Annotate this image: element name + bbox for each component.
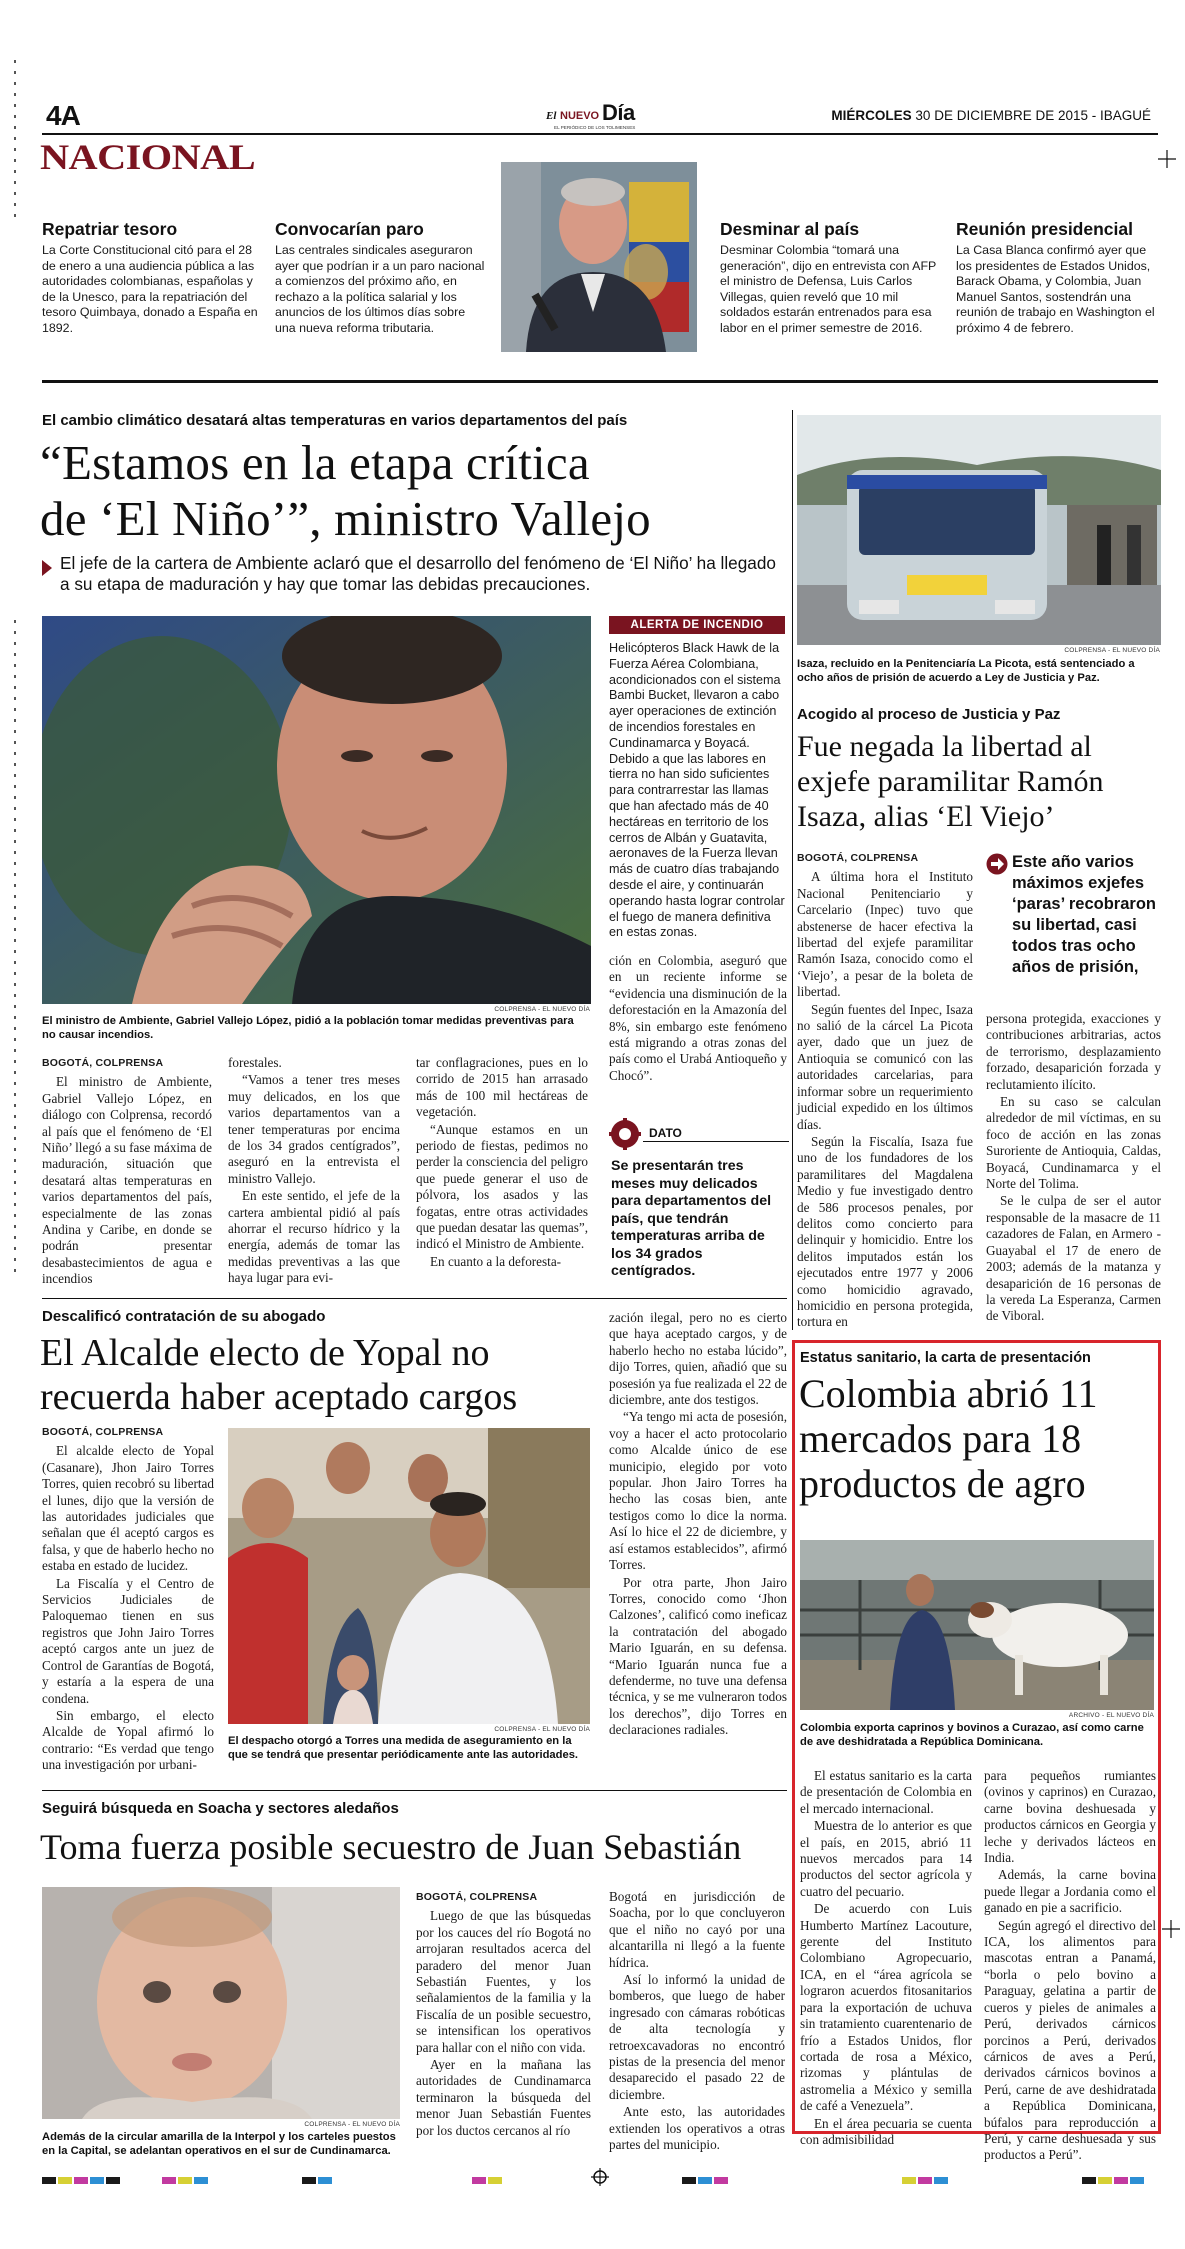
isaza-col-2 (986, 1011, 1161, 1326)
column-divider (792, 410, 793, 1330)
soacha-photo-credit: COLPRENSA - EL NUEVO DÍA (304, 2121, 400, 2128)
agro-p: para pequeños rumiantes (ovinos y caprinos) en Curazao, carne bovina deshuesada y productos cárnicos en Georgia y leche y derivados lácteos en India. (984, 1768, 1156, 1866)
brief-title: Repatriar tesoro (42, 219, 178, 239)
agro-p: El estatus sanitario es la carta de presentación de Colombia en el mercado internacional. (800, 1768, 972, 1816)
section-title: NACIONAL (40, 137, 256, 177)
registration-mark-icon (591, 2168, 609, 2186)
alert-label: ALERTA DE INCENDIO (609, 616, 785, 634)
yopal-col-1 (42, 1424, 214, 1775)
masthead-logo (546, 102, 676, 130)
yopal-bottom-rule (42, 1790, 787, 1791)
dato-label: DATO (649, 1126, 682, 1140)
nino-p: “Vamos a tener tres meses muy delicados, en los que varios departamentos van a tener temperaturas por encima de los 34 grados centígrados”, aseguró en la entrevista el ministro Vallejo. (228, 1072, 400, 1186)
dato-box (609, 1118, 789, 1294)
isaza-headline: Fue negada la libertad al exjefe paramilitar Ramón Isaza, alias ‘El Viejo’ (797, 730, 1104, 833)
brief-desminar (720, 219, 938, 337)
isaza-caption: Isaza, recluido en la Penitenciaría La Picota, está sentenciado a ocho años de prisión de acuerdo a Ley de Justicia y Paz. (797, 658, 1135, 684)
soacha-p: Ante esto, las autoridades extienden los operativos a otras partes del municipio. (609, 2104, 785, 2153)
dato-label-bar (643, 1124, 789, 1142)
header-rule (42, 133, 1158, 135)
soacha-headline: Toma fuerza posible secuestro de Juan Sebastián (40, 1827, 742, 1867)
brief-text: La Casa Blanca confirmó ayer que los presidentes de Estados Unidos, Barack Obama, y Colombia, Juan Manuel Santos, sostendrán una reunión de trabajo en Washington el próximo 4 de febrero. (956, 243, 1155, 335)
masthead-small: El (546, 110, 557, 122)
isaza-pullquote: Este año varios máximos exjefes ‘paras’ recobraron su libertad, casi todos tras ocho años de prisión, (1012, 853, 1156, 976)
isaza-p: Según fuentes del Inpec, Isaza no salió de la cárcel La Picota ayer, dado que un juez de Antioquia se comunicó con las autoridades carcelarias, para informar sobre un requerimiento judicial expedido en los últimos días. (797, 1001, 973, 1132)
registration-mark-icon (1162, 1920, 1180, 1938)
soacha-p: Ayer en la mañana las autoridades de Cundinamarca terminaron la búsqueda del menor Juan Sebastián Fuentes por los ductos cercanos al río (416, 2057, 591, 2138)
nino-headline-2: de ‘El Niño’”, ministro Vallejo (40, 491, 651, 546)
nino-headline-1: “Estamos en la etapa crítica (40, 435, 590, 490)
brief-title: Desminar al país (720, 219, 860, 239)
isaza-p: Según la Fiscalía, Isaza fue uno de los fundadores de los paramilitares del Magdalena Medio y fue investigado dentro de 586 procesos penales, por delitos como concierto para delinquir y homicidio. Entre los delitos imputados están los ejecutados entre 1977 y 2006 como homicidio agravado, homicidio en persona protegida, tortura en (797, 1133, 973, 1330)
dato-text: Se presentarán tres meses muy delicados para departamentos del país, que tendrán temperaturas arriba de los 34 grados centígrados. (611, 1158, 772, 1279)
nino-p: forestales. (228, 1055, 282, 1070)
agro-col-1 (800, 1768, 972, 2149)
isaza-photo-credit: COLPRENSA - EL NUEVO DÍA (1064, 647, 1160, 654)
brief-repatriar (42, 219, 262, 337)
nino-col-3 (416, 1055, 588, 1271)
bus-photo (797, 415, 1161, 645)
yopal-caption: El despacho otorgó a Torres una medida de aseguramiento en la que se tendrá que presentar periódicamente ante las autoridades. (228, 1735, 579, 1761)
yopal-p: La Fiscalía y el Centro de Servicios Judiciales de Paloquemao tienen en sus registros que John Jairo Torres aceptó cargos ante un juez de Control de Garantías de Bogotá, y estaría a la espera de una condena. (42, 1575, 214, 1706)
nino-photo-credit: COLPRENSA - EL NUEVO DÍA (494, 1006, 590, 1013)
alert-p2: Debido a que las labores en tierra no han sido suficientes para contrarrestar las llamas que han afectado más de 40 hectáreas en territorio de los cerros de Albán y Guatavita, aeronaves de la Fuerza llevan más de cuatro días trabajando desde el aire, y continuarán operando hasta lograr controlar el fuego de manera definitiva en estas zonas. (609, 751, 785, 940)
nino-deck: El jefe de la cartera de Ambiente aclaró que el desarrollo del fenómeno de ‘El Niño’ ha llegado a su etapa de maduración y hay que tomar las debidas precauciones. (60, 553, 776, 594)
nino-p: El ministro de Ambiente, Gabriel Vallejo López, en diálogo con Colprensa, recordó al país que el fenómeno de ‘El Niño’ llegó a su fase máxima de maduración, situación que desatará altas temperaturas en varios departamentos del país, especialmente de las zonas Andina y Caribe, en donde se podrán presentar desabastecimientos de agua e incendios (42, 1074, 212, 1287)
brief-title: Reunión presidencial (956, 219, 1133, 239)
nino-caption: El ministro de Ambiente, Gabriel Vallejo López, pidió a la población tomar medidas preventivas para no causar incendios. (42, 1015, 574, 1041)
soacha-p: Luego de que las búsquedas por los cauces del río Bogotá no arrojaran resultados acerca del paradero del menor Juan Sebastián Fuentes, y los señalamientos de la familia y la Fiscalía de un posible secuestro, se intensifican los operativos para hallar con el niño con vida. (416, 1908, 591, 2055)
yopal-byline: BOGOTÁ, COLPRENSA (42, 1426, 164, 1438)
agro-kicker: Estatus sanitario, la carta de presentación (800, 1350, 1091, 1366)
alert-text (609, 641, 787, 941)
nino-col-2 (228, 1055, 400, 1288)
soacha-byline: BOGOTÁ, COLPRENSA (416, 1891, 538, 1903)
date-weekday: MIÉRCOLES (831, 108, 912, 123)
nino-p: tar conflagraciones, pues en lo corrido de 2015 han arrasado más de 100 mil hectáreas de vegetación. (416, 1055, 588, 1120)
date-rest: 30 DE DICIEMBRE DE 2015 - IBAGUÉ (915, 108, 1151, 123)
nino-p: ción en Colombia, aseguró que en un reciente informe se “evidencia una disminución de la deforestación en la Amazonía del 8%, sin embargo este fenómeno está migrando a otras zonas del país como el Urabá Antioqueño y Chocó”. (609, 953, 787, 1083)
dato-gear-icon (609, 1118, 641, 1150)
nino-byline: BOGOTÁ, COLPRENSA (42, 1057, 164, 1069)
masthead-brand: NUEVO (560, 110, 600, 122)
agro-col-2 (984, 1768, 1156, 2165)
page-number: 4A (46, 100, 80, 131)
yopal-p: Sin embargo, el electo Alcalde de Yopal afirmó lo contrario: “Es verdad que tengo una investigación por urbani- (42, 1707, 214, 1773)
binding-marks (8, 60, 22, 1280)
brief-text: Las centrales sindicales aseguraron ayer que podrían ir a un paro nacional a comienzos del próximo año, en rechazo a la política salarial y los anuncios de los últimos días sobre una nueva reforma tributaria. (275, 243, 485, 335)
deck-arrow-icon (42, 560, 52, 576)
child-photo (42, 1887, 400, 2119)
yopal-p: zación ilegal, pero no es cierto que haya aceptado cargos, y de haberlo hecho no estaba lúcido”, dijo Torres, quien, añadió que su posesión ya fue realizada el 22 de diciembre, ante dos testigos. (609, 1310, 787, 1408)
nino-kicker: El cambio climático desatará altas temperaturas en varios departamentos del país (42, 412, 628, 429)
soacha-p: Así lo informó la unidad de bomberos, que luego de haber ingresado con cámaras robóticas de alta tecnología y retroexcavadoras no encontró pistas de la presencia del menor desaparecido el pasado 22 de diciembre. (609, 1972, 785, 2102)
isaza-p: Se le culpa de ser el autor responsable de la masacre de 11 cazadores de Falan, en Armero - Guayabal el 17 de enero de 2003; además de la matanza y desaparición de 16 personas de la vereda La Esperanza, Carmen de Viboral. (986, 1193, 1161, 1324)
nino-bottom-rule (42, 1298, 787, 1299)
isaza-byline: BOGOTÁ, COLPRENSA (797, 852, 919, 864)
nino-col-1 (42, 1055, 212, 1289)
registration-mark-icon (1158, 150, 1176, 168)
isaza-kicker: Acogido al proceso de Justicia y Paz (797, 706, 1061, 723)
agro-p: Además, la carne bovina puede llegar a Jordania como el ganado en pie a sacrificio. (984, 1867, 1156, 1916)
yopal-p: Por otra parte, Jhon Jairo Torres, conocido como ‘Jhon Calzones’, calificó como ineficaz la contratación del abogado Mario Iguarán, en su defensa. “Mario Iguarán nunca fue a defenderme, no tuve una defensa técnica, y se me vulneraron todos los derechos”, dijo Torres en declaraciones radiales. (609, 1574, 787, 1738)
masthead-dia: Día (602, 100, 635, 125)
isaza-col-1 (797, 850, 973, 1332)
soacha-p: Bogotá en jurisdicción de Soacha, por lo que concluyeron que el niño no cayó por una alcantarilla ni llegó a la fuente hídrica. (609, 1889, 785, 1970)
agro-caption: Colombia exporta caprinos y bovinos a Curazao, así como carne de ave deshidratada a República Dominicana. (800, 1722, 1144, 1748)
page-date (831, 108, 1151, 123)
soacha-kicker: Seguirá búsqueda en Soacha y sectores aledaños (42, 1800, 399, 1817)
pullquote-arrow-icon (986, 853, 1008, 875)
brief-text: Desminar Colombia “tomará una generación”, dijo en entrevista con AFP el ministro de Defensa, Luis Carlos Villegas, quien reveló que 10 mil soldados estarán entrenados para esa labor en el primer semestre de 2016. (720, 243, 937, 335)
agro-headline: Colombia abrió 11 mercados para 18 productos de agro (799, 1371, 1098, 1506)
minister-photo (501, 162, 697, 352)
soacha-caption: Además de la circular amarilla de la Interpol y los carteles puestos en la Capital, se adelantan operativos en el sur de Cundinamarca. (42, 2131, 396, 2157)
brief-text: La Corte Constitucional citó para el 28 de enero a una audiencia pública a las autoridades colombianas, españolas y de la Unesco, para la repatriación del tesoro Quimbaya, donado a España en 1892. (42, 243, 258, 335)
agro-p: En el área pecuaria se cuenta con admisibilidad (800, 2115, 972, 2147)
vallejo-photo (42, 616, 591, 1004)
agro-p: De acuerdo con Luis Humberto Martínez Lacouture, gerente del Instituto Colombiano Agropecuario, ICA, en el “área agrícola se lograron acuerdos fitosanitarios para la exportación de uchuva sin tratamiento cuarentenario de frío a Estados Unidos, flor cortada de rosa a México, rizomas y plántulas de astromelia a México y semilla de café a Venezuela”. (800, 1901, 972, 2114)
isaza-p: A última hora el Instituto Nacional Penitenciario y Carcelario (Inpec) tuvo que abstenerse de hacer efectiva la libertad del exjefe paramilitar Ramón Isaza, conocido como el ‘Viejo’, a pesar de la boleta de libertad. (797, 869, 973, 1000)
sheep-photo (800, 1540, 1154, 1710)
masthead-tagline: EL PERIÓDICO DE LOS TOLIMENSES (554, 125, 636, 130)
brief-title: Convocarían paro (275, 219, 424, 239)
nino-col-4 (609, 953, 787, 1085)
yopal-p: El alcalde electo de Yopal (Casanare), Jhon Jairo Torres Torres, quien recobró su libertad el lunes, dijo que la versión de las autoridades judiciales que señalan que él aceptó cargos es falsa, y que de haberlo hecho no estaba en estado de lucidez. (42, 1443, 214, 1574)
yopal-p: “Ya tengo mi acta de posesión, voy a hacer el acto protocolario como Alcalde único de ese municipio, elegido por voto popular. Jhon Jairo Torres ha hecho las cosas bien, ante testigos como lo dice la norma. Así lo hice el 22 de diciembre, y así estamos establecidos”, afirmó Torres. (609, 1409, 787, 1573)
brief-convocarian (275, 219, 487, 337)
soacha-col-2 (609, 1889, 785, 2155)
alert-p1: Helicópteros Black Hawk de la Fuerza Aérea Colombiana, acondicionados con el sistema Bambi Bucket, llevaron a cabo ayer operaciones de extinción de incendios forestales en Cundinamarca y Boyacá. (609, 641, 781, 750)
isaza-p: En su caso se calculan alrededor de mil víctimas, en su foco de acción en las zonas Suroriente de Antioquia, Caldas, Boyacá, Cundinamarca y el Norte del Tolima. (986, 1094, 1161, 1192)
nino-p: En este sentido, el jefe de la cartera ambiental pidió al país ahorrar el recurso hídrico y la energía, además de tomar las medidas preventivas a las que haya lugar para evi- (228, 1188, 400, 1286)
page-header (36, 96, 1161, 134)
nino-p: “Aunque estamos en un periodo de fiestas, pedimos no perder la consciencia del peligro que puede generar el uso de pólvora, los asados y las fogatas, entre otras actividades que puedan desatar las quemas”, indicó el Ministro de Ambiente. (416, 1121, 588, 1252)
briefs-rule (42, 380, 1158, 383)
brief-reunion (956, 219, 1161, 337)
yopal-photo-credit: COLPRENSA - EL NUEVO DÍA (494, 1726, 590, 1733)
isaza-p: persona protegida, exacciones y contribuciones arbitrarias, actos de terrorismo, desplazamiento forzado, desaparición forzada y reclutamiento ilícito. (986, 1011, 1161, 1092)
agro-p: Según agregó el directivo del ICA, los alimentos para mascotas entran a Panamá, “borla o pelo bovino a Paraguay, gelatina a partir de cueros y pieles de animales a Perú, derivados cárnicos porcinos a Perú, derivados cárnicos de aves a Perú, derivados cárnicos bovinos a Perú, carne de ave deshidratada a República Dominicana, búfalos para reproducción a Perú, y carne deshuesada y sus productos a Perú”. (984, 1917, 1156, 2163)
nino-p: En cuanto a la deforesta- (430, 1253, 562, 1269)
torres-photo (228, 1428, 590, 1724)
soacha-col-1 (416, 1889, 591, 2140)
yopal-kicker: Descalificó contratación de su abogado (42, 1308, 326, 1325)
yopal-headline: El Alcalde electo de Yopal no recuerda haber aceptado cargos (40, 1332, 518, 1418)
agro-p: Muestra de lo anterior es que el país, en 2015, abrió 11 nuevos mercados para 14 productos del sector agrícola y cuatro del pecuario. (800, 1818, 972, 1899)
yopal-col-2 (609, 1310, 787, 1740)
agro-photo-credit: ARCHIVO - EL NUEVO DÍA (1068, 1712, 1154, 1719)
